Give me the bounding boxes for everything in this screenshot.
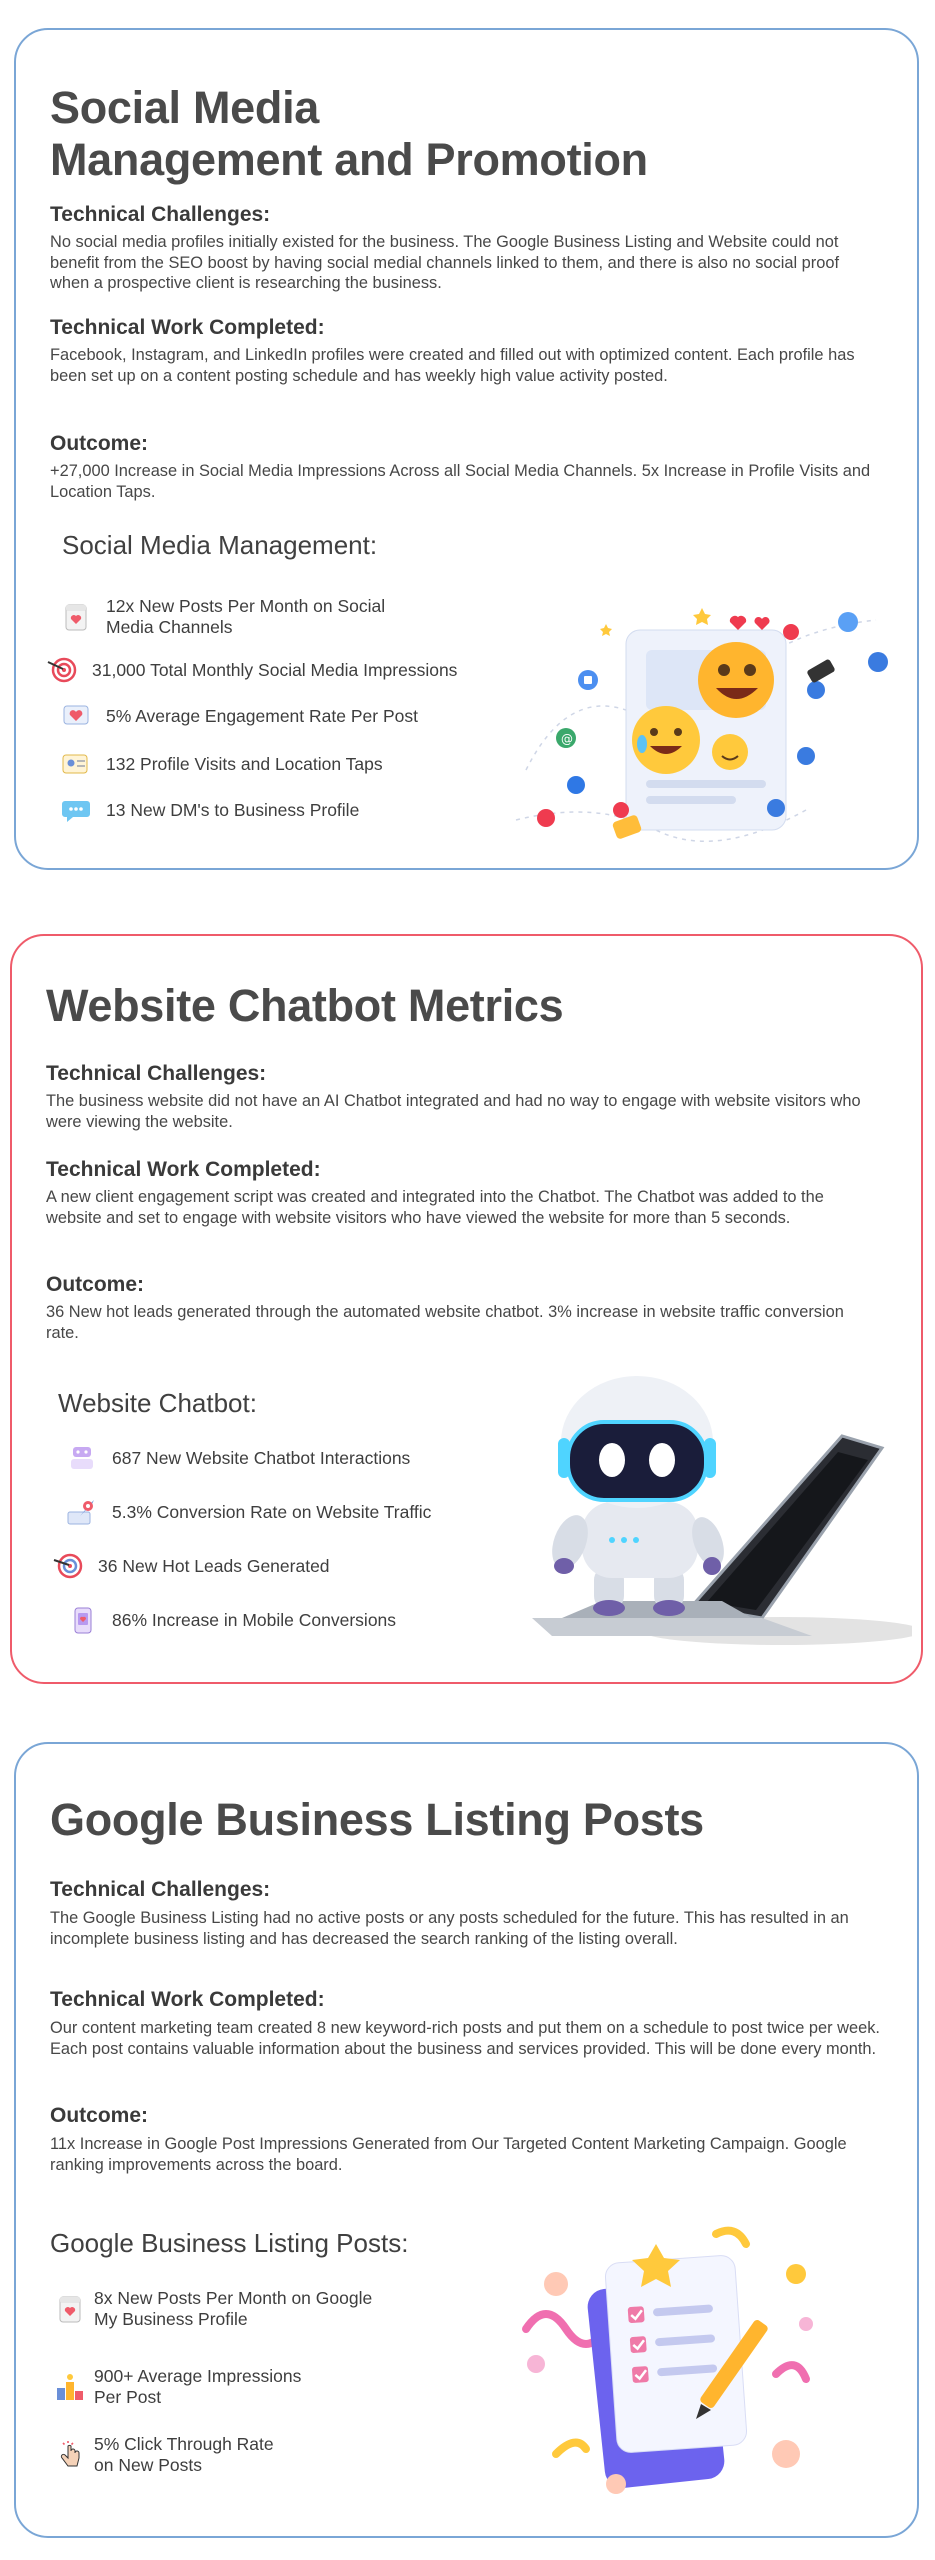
list-item <box>54 2366 301 2408</box>
social-challenges-heading: Technical Challenges: <box>50 203 271 226</box>
social-outcome-text: +27,000 Increase in Social Media Impressions Across all Social Media Channels. 5x Increase in Profile Visits and Location Taps. <box>50 462 871 501</box>
mobile-icon <box>66 1604 98 1636</box>
list-item-label: 86% Increase in Mobile Conversions <box>112 1609 397 1630</box>
svg-text:@: @ <box>561 732 573 746</box>
gbl-title: Google Business Listing Posts <box>50 1794 704 1845</box>
chatbot-outcome-text: 36 New hot leads generated through the automated website chatbot. 3% increase in website traffic conversion rate. <box>46 1303 844 1342</box>
social-emoji-illustration <box>506 560 896 860</box>
calendar-icon <box>60 601 92 633</box>
google-business-card <box>14 1742 919 2538</box>
gbl-outcome-text: 11x Increase in Google Post Impressions Generated from Our Targeted Content Marketing Campaign. Google ranking improvements across the board. <box>50 2135 847 2174</box>
list-item-label: 13 New DM's to Business Profile <box>106 799 360 820</box>
calendar-icon <box>54 2293 86 2325</box>
list-item <box>60 700 418 732</box>
list-item <box>60 794 359 826</box>
gbl-outcome-heading: Outcome: <box>50 2104 149 2127</box>
target-icon <box>52 1550 84 1582</box>
chatbot-work-heading: Technical Work Completed: <box>46 1158 321 1181</box>
heart-icon <box>60 700 92 732</box>
list-item-label: 36 New Hot Leads Generated <box>98 1555 330 1576</box>
list-item <box>60 748 383 780</box>
list-item-label: 900+ Average Impressions Per Post <box>94 2366 302 2407</box>
list-item-label: 132 Profile Visits and Location Taps <box>106 753 383 774</box>
podium-icon <box>54 2371 86 2403</box>
chatbot-challenges-text: The business website did not have an AI Chatbot integrated and had no way to engage with website visitors who were viewing the website. <box>46 1092 861 1131</box>
list-item <box>66 1442 410 1474</box>
list-item-label: 5% Average Engagement Rate Per Post <box>106 705 418 726</box>
gbl-work-heading: Technical Work Completed: <box>50 1988 325 2011</box>
social-title <box>50 82 648 186</box>
list-item <box>66 1604 396 1636</box>
social-title-line2: Management and Promotion <box>50 134 648 185</box>
chatbot-title: Website Chatbot Metrics <box>46 980 564 1031</box>
list-item-label: 8x New Posts Per Month on Google My Business Profile <box>94 2288 373 2329</box>
robot-laptop-illustration <box>512 1356 912 1656</box>
list-item-label: 687 New Website Chatbot Interactions <box>112 1447 411 1468</box>
chat-bubble-icon <box>60 794 92 826</box>
list-item-label: 5% Click Through Rate on New Posts <box>94 2434 274 2475</box>
list-item <box>54 2434 274 2476</box>
list-item <box>54 2288 372 2330</box>
list-item-label: 12x New Posts Per Month on Social Media Channels <box>106 596 386 637</box>
social-media-card <box>14 28 919 870</box>
chatbot-outcome-heading: Outcome: <box>46 1273 145 1296</box>
target-icon <box>46 654 78 686</box>
gbl-work-text: Our content marketing team created 8 new keyword-rich posts and put them on a schedule to post twice per week. Each post contains valuable information about the business and services provided. This will be done every month. <box>50 2019 880 2058</box>
list-item <box>52 1550 330 1582</box>
list-item-label: 31,000 Total Monthly Social Media Impressions <box>92 659 458 680</box>
social-work-heading: Technical Work Completed: <box>50 316 325 339</box>
social-title-line1: Social Media <box>50 82 319 133</box>
chatbot-list-heading: Website Chatbot: <box>58 1388 257 1418</box>
rocket-icon <box>66 1496 98 1528</box>
click-hand-icon <box>54 2439 86 2471</box>
checklist-illustration <box>496 2214 846 2504</box>
list-item <box>60 596 385 638</box>
chatbot-icon <box>66 1442 98 1474</box>
list-item <box>46 654 457 686</box>
chatbot-work-text: A new client engagement script was created and integrated into the Chatbot. The Chatbot was added to the website and set to engage with website visitors who have viewed the website for more than 5 seconds. <box>46 1188 824 1227</box>
list-item-label: 5.3% Conversion Rate on Website Traffic <box>112 1501 432 1522</box>
gbl-challenges-text: The Google Business Listing had no active posts or any posts scheduled for the future. This has resulted in an incomplete business listing and has decreased the search ranking of the listing overall. <box>50 1909 849 1948</box>
profile-card-icon <box>60 748 92 780</box>
chatbot-challenges-heading: Technical Challenges: <box>46 1062 267 1085</box>
chatbot-card <box>10 934 923 1684</box>
gbl-challenges-heading: Technical Challenges: <box>50 1878 271 1901</box>
social-challenges-text: No social media profiles initially existed for the business. The Google Business Listing and Website could not benefit from the SEO boost by having social medial channels linked to them, and there is also no social proof when a prospective client is researching the business. <box>50 233 840 292</box>
social-work-text: Facebook, Instagram, and LinkedIn profiles were created and filled out with optimized content. Each profile has been set up on a content posting schedule and has weekly high value activity posted. <box>50 346 855 385</box>
list-item <box>66 1496 431 1528</box>
gbl-list-heading: Google Business Listing Posts: <box>50 2228 409 2258</box>
social-outcome-heading: Outcome: <box>50 432 149 455</box>
social-list-heading: Social Media Management: <box>62 530 378 560</box>
